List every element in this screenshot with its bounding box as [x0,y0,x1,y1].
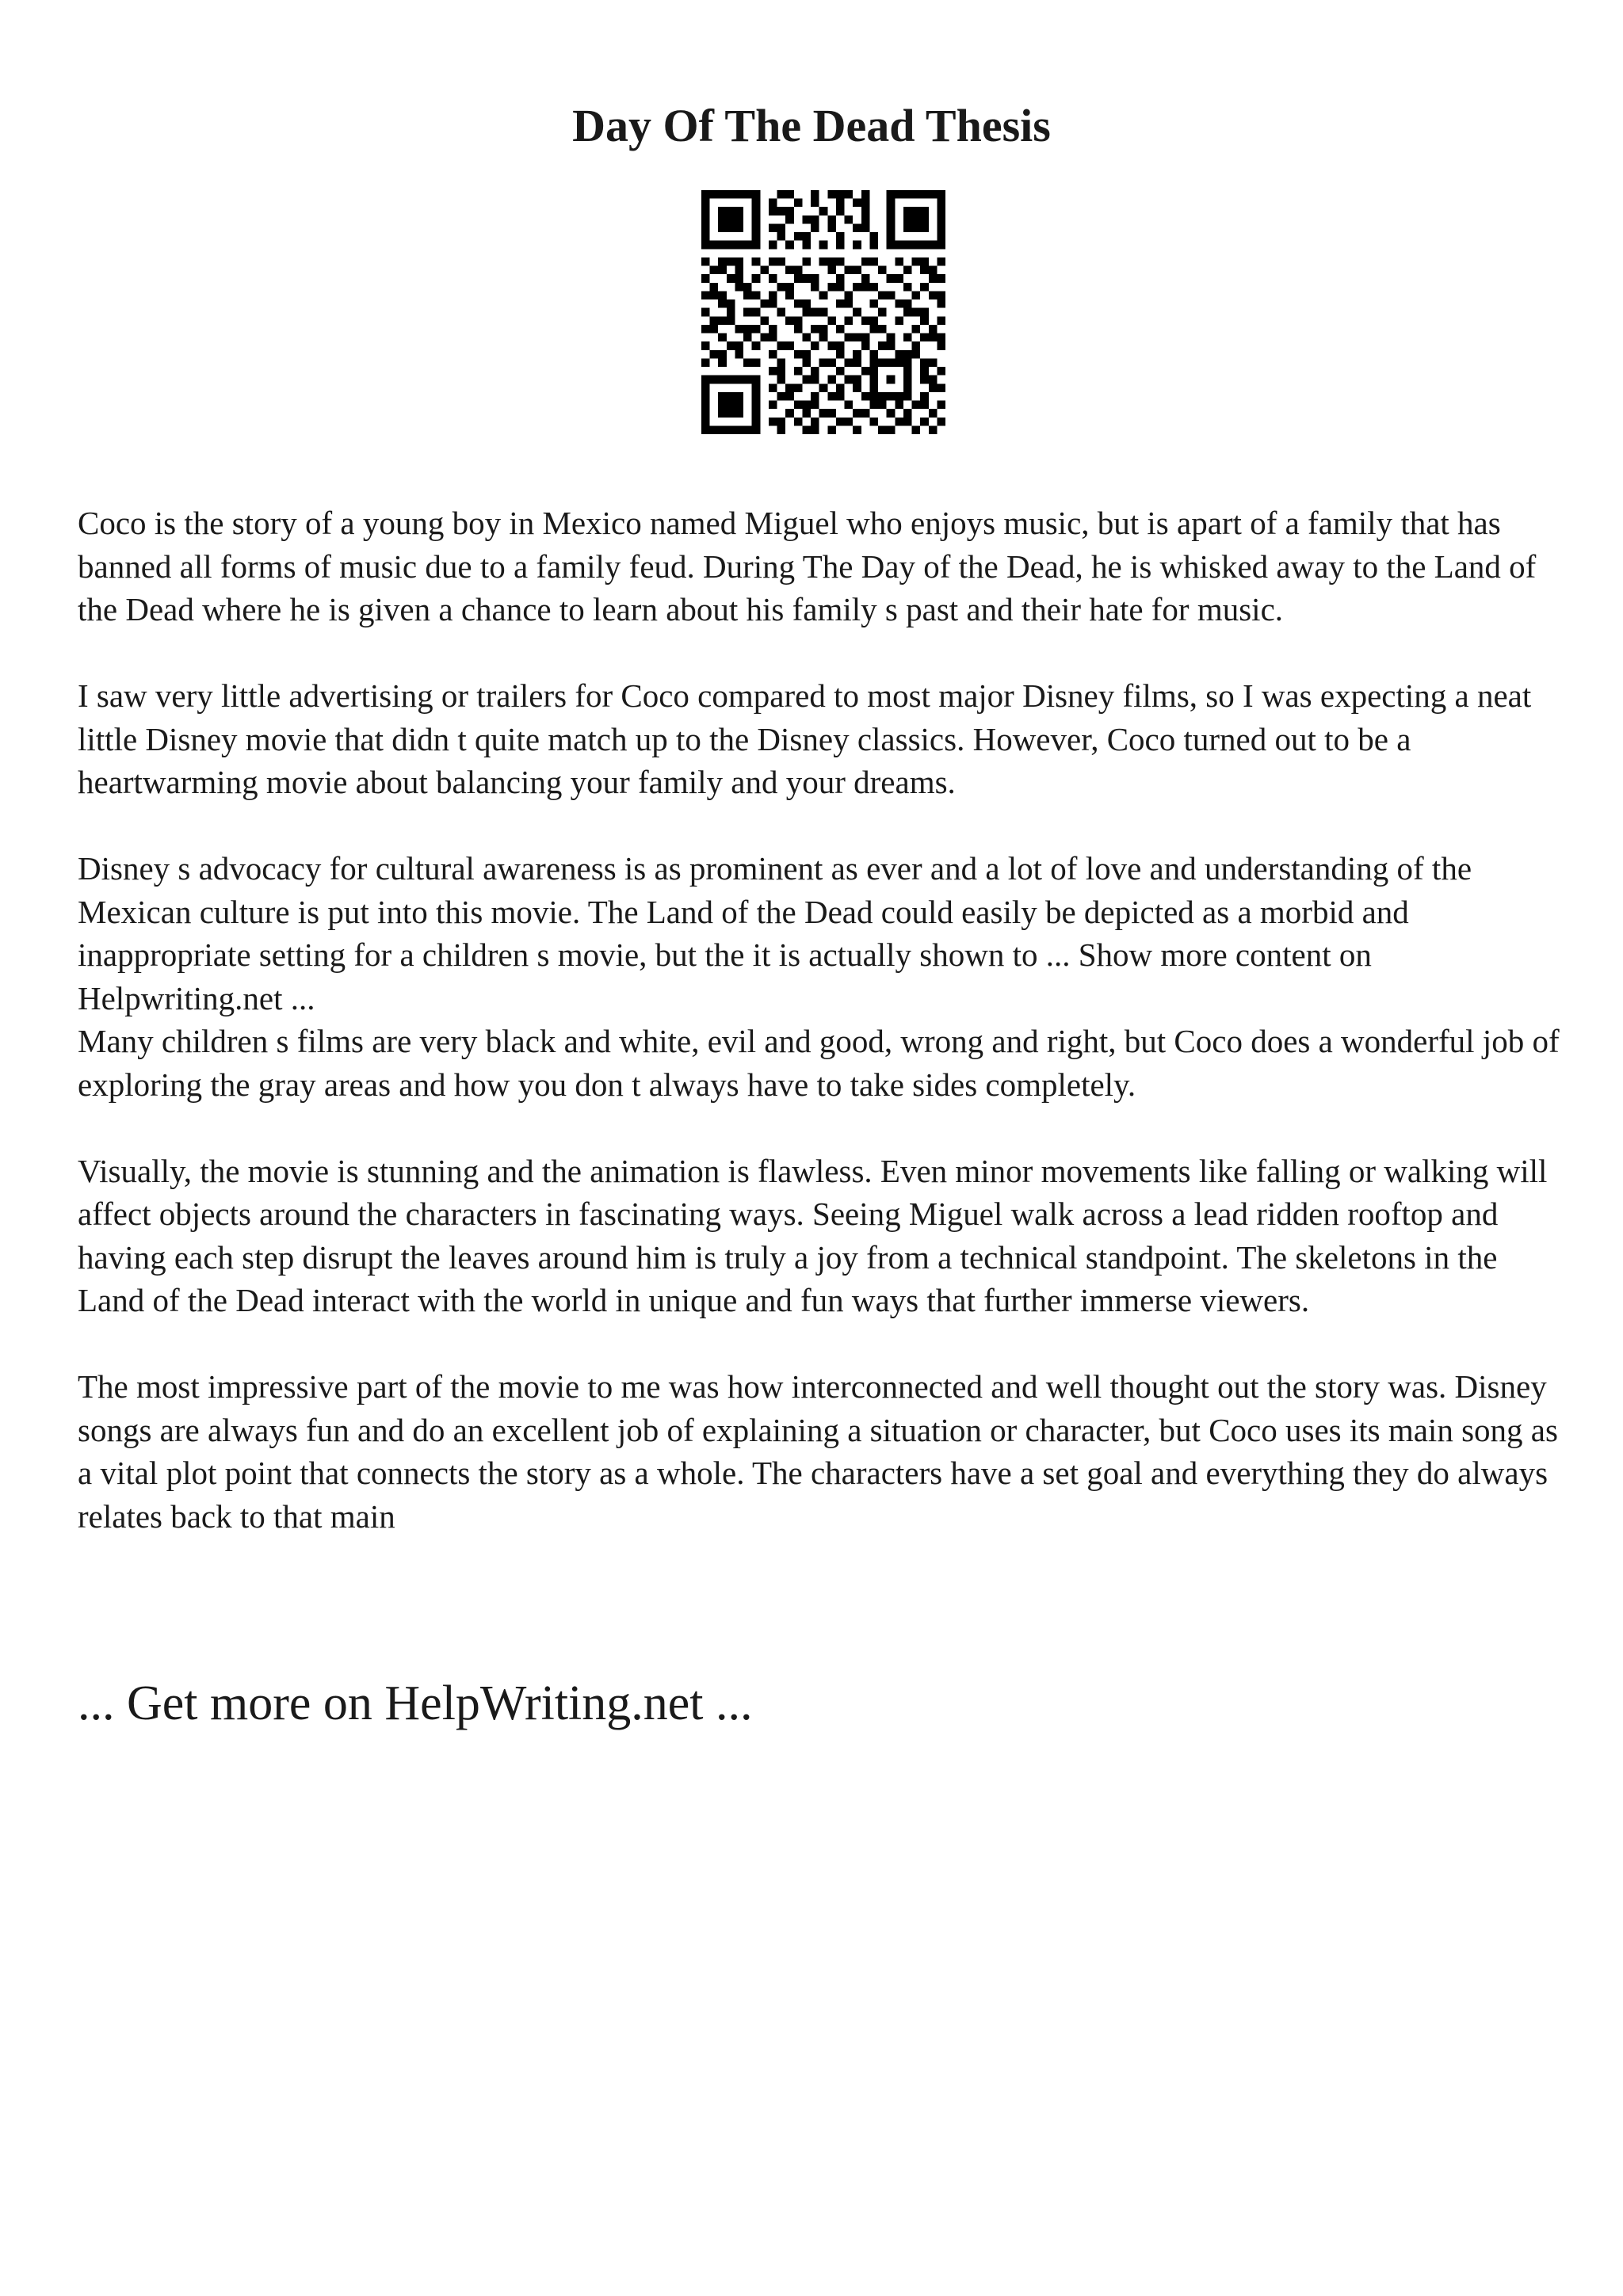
article-body [78,502,1568,1581]
get-more-link[interactable]: ... Get more on HelpWriting.net ... [78,1676,753,1730]
paragraph-gray-areas: Many children s films are very black and white, evil and good, wrong and right, but Coco does a wonderful job of exploring the gray areas and how you don t always have to take sides completely. [78,1023,1560,1103]
page-title: Day Of The Dead Thesis [572,100,1051,151]
paragraph-story: The most impressive part of the movie to me was how interconnected and well thought out the story was. Disney songs are always fun and do an excellent job of explaining a situation or character, but Coco uses its main song as a vital plot point that connects the story as a whole. The characters have a set goal and everything they do always relates back to that main [78,1368,1558,1535]
paragraph-advertising: I saw very little advertising or trailers for Coco compared to most major Disney films, so I was expecting a neat little Disney movie that didn t quite match up to the Disney classics. However, Coco turned out to be a heartwarming movie about balancing your family and your dreams. [78,677,1532,800]
paragraph-cultural-awareness: Disney s advocacy for cultural awareness is as prominent as ever and a lot of love and understanding of the Mexican culture is put into this movie. The Land of the Dead could easily be depicted as a morbid and inappropriate setting for a children s movie, but the it is actually shown to ... Show more content on Helpwriting.net ... [78,850,1472,1016]
paragraph-intro: Coco is the story of a young boy in Mexico named Miguel who enjoys music, but is apart of a family that has banned all forms of music due to a family feud. During The Day of the Dead, he is whisked away to the Land of the Dead where he is given a chance to learn about his family s past and their hate for music. [78,505,1537,627]
qr-code-graphic [701,190,945,434]
qr-code-icon [701,190,945,434]
paragraph-visuals: Visually, the movie is stunning and the animation is flawless. Even minor movements like falling or walking will affect objects around the characters in fascinating ways. Seeing Miguel walk across a lead ridden rooftop and having each step disrupt the leaves around him is truly a joy from a technical standpoint. The skeletons in the Land of the Dead interact with the world in unique and fun ways that further immerse viewers. [78,1152,1548,1318]
